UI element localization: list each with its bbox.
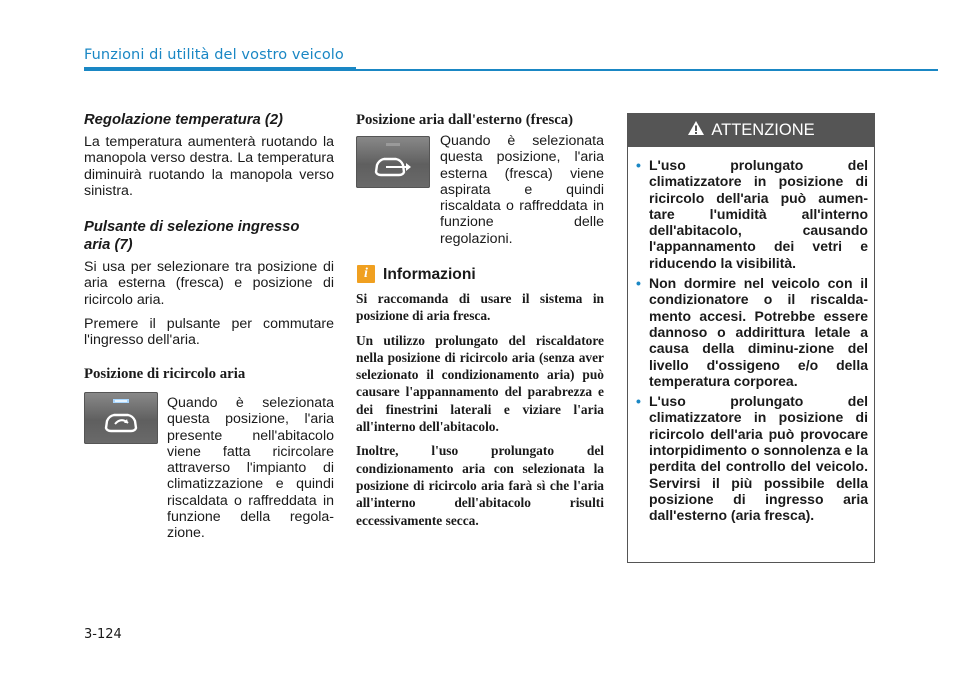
intake-text-2: Premere il pulsante per commutare l'ingresso dell'aria. — [84, 316, 334, 349]
warning-title: ATTENZIONE — [711, 121, 815, 139]
warning-triangle-icon — [687, 120, 705, 136]
bullet-icon: • — [636, 393, 641, 410]
fresh-air-button-image — [356, 136, 430, 188]
header-rule-thick — [84, 67, 356, 71]
info-content — [356, 290, 604, 529]
intake-text-1: Si usa per selezionare tra posizione di aria esterna (fresca) e posizione di ricircolo aria. — [84, 259, 334, 308]
recirculation-icon — [84, 392, 158, 444]
info-title: Informazioni — [383, 266, 476, 283]
fresh-air-icon — [356, 136, 430, 188]
left-column — [84, 111, 334, 383]
section-title: Funzioni di utilità del vostro veicolo — [84, 47, 344, 63]
fresh-heading: Posizione aria dall'esterno (fresca) — [356, 112, 574, 128]
warning-item — [628, 393, 868, 523]
warning-list — [628, 157, 868, 528]
warning-header — [628, 114, 874, 147]
intake-heading-line1: Pulsante di selezione ingresso — [84, 219, 300, 236]
recirc-text: Quando è selezionata questa posizione, l'aria presente nell'abitacolo viene fatta ricircolare attraverso l'impianto di climatizzazione e quindi riscaldata o raffreddata in funzione della regola-zione. — [167, 395, 334, 542]
bullet-icon: • — [636, 157, 641, 173]
warning-item-text: L'uso prolungato del climatizzatore in posizione di ricircolo dell'aria può aumen-tare l'umidità all'interno dell'abitacolo, causando l'appannamento dei vetri e riducendo la visibilità. — [649, 157, 868, 271]
info-icon: i — [357, 265, 375, 283]
warning-item — [628, 275, 868, 389]
warning-item-text: L'uso prolungato del climatizzatore in posizione di ricircolo dell'aria può provocare intorpidimento o sonnolenza e la perdita del controllo del veicolo. Servirsi il più possibile della posizione di ingresso aria dall'esterno (aria fresca). — [649, 393, 868, 524]
info-text-1: Si raccomanda di usare il sistema in posizione di aria fresca. — [356, 291, 604, 324]
warning-box — [627, 113, 875, 563]
page-number: 3-124 — [84, 627, 122, 642]
recirculation-button-image — [84, 392, 158, 444]
fresh-text: Quando è selezionata questa posizione, l'aria esterna (fresca) viene aspirata e quindi riscaldata o raffreddata in funzione delle regolazioni. — [440, 133, 604, 247]
intake-heading-line2: aria (7) — [84, 237, 133, 254]
warning-item-text: Non dormire nel veicolo con il condizionatore o il riscalda-mento accesi. Potrebbe essere dannoso o addirittura letale a causa della diminu-zione del livello d'ossigeno e/o della temperatura corporea. — [649, 275, 868, 389]
temp-heading: Regolazione temperatura (2) — [84, 112, 283, 128]
info-text-3: Inoltre, l'uso prolungato del condizionamento aria con selezionata la posizione di ricircolo aria farà sì che l'aria all'interno dell'abitacolo risulti eccessivamente secca. — [356, 443, 604, 528]
temp-text: La temperatura aumenterà ruotando la manopola verso destra. La temperatura diminuirà ruotando la manopola verso sinistra. — [84, 134, 334, 199]
recirc-heading: Posizione di ricircolo aria — [84, 365, 246, 382]
info-text-2: Un utilizzo prolungato del riscaldatore nella posizione di ricircolo aria (senza aver selezionato il condizionamento aria) può causare l'appannamento del parabrezza e dei finestrini laterali e viziare l'aria all'interno dell'abitacolo. — [356, 332, 604, 435]
warning-item — [628, 157, 868, 271]
intake-heading — [84, 218, 334, 254]
header-rule-thin — [356, 69, 938, 71]
bullet-icon: • — [636, 275, 641, 292]
